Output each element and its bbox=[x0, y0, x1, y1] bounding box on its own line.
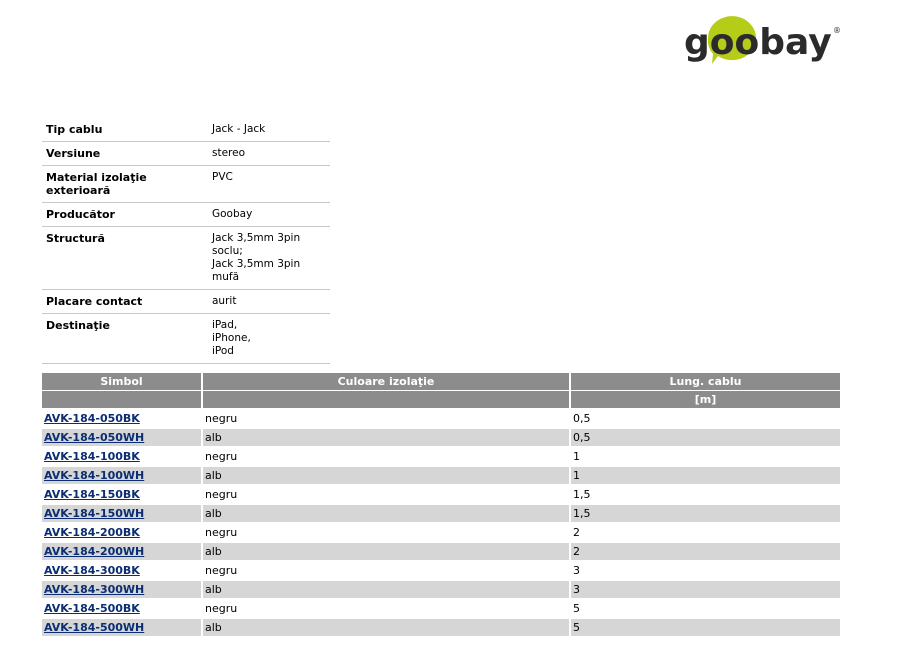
color-cell: alb bbox=[202, 580, 570, 599]
table-row bbox=[42, 523, 840, 542]
table-row bbox=[42, 409, 840, 428]
header-row bbox=[42, 373, 840, 391]
length-cell: 2 bbox=[570, 542, 840, 561]
color-cell: alb bbox=[202, 504, 570, 523]
symbol-cell bbox=[42, 466, 202, 485]
spec-value-line: Jack 3,5mm 3pin mufă bbox=[212, 258, 301, 283]
table-row bbox=[42, 599, 840, 618]
spec-value bbox=[207, 166, 330, 203]
table-row bbox=[42, 485, 840, 504]
symbol-cell bbox=[42, 599, 202, 618]
spec-value-line: Goobay bbox=[212, 208, 253, 220]
symbol-cell bbox=[42, 561, 202, 580]
spec-label: Structură bbox=[42, 227, 207, 290]
length-cell: 0,5 bbox=[570, 428, 840, 447]
table-row bbox=[42, 580, 840, 599]
symbol-cell bbox=[42, 485, 202, 504]
spec-row bbox=[42, 118, 330, 142]
color-cell: negru bbox=[202, 599, 570, 618]
length-cell: 5 bbox=[570, 599, 840, 618]
product-symbol-link[interactable]: AVK-184-100BK bbox=[44, 450, 140, 463]
spec-value bbox=[207, 118, 330, 142]
symbol-cell bbox=[42, 523, 202, 542]
symbol-cell bbox=[42, 447, 202, 466]
length-cell: 3 bbox=[570, 561, 840, 580]
symbol-cell bbox=[42, 409, 202, 428]
spec-value bbox=[207, 314, 330, 364]
product-symbol-link[interactable]: AVK-184-300WH bbox=[44, 583, 145, 596]
product-symbol-link[interactable]: AVK-184-300BK bbox=[44, 564, 140, 577]
units-row bbox=[42, 391, 840, 410]
goobay-logo-graphic bbox=[682, 14, 842, 70]
spec-value-line: PVC bbox=[212, 171, 233, 183]
spec-value bbox=[207, 203, 330, 227]
color-cell: negru bbox=[202, 523, 570, 542]
spec-value-line: stereo bbox=[212, 147, 246, 159]
spec-row bbox=[42, 290, 330, 314]
product-symbol-link[interactable]: AVK-184-150BK bbox=[44, 488, 140, 501]
product-symbol-link[interactable]: AVK-184-200BK bbox=[44, 526, 140, 539]
product-symbol-link[interactable]: AVK-184-500BK bbox=[44, 602, 140, 615]
unit-color bbox=[202, 391, 570, 410]
spec-value-line: Jack - Jack bbox=[212, 123, 266, 135]
symbol-cell bbox=[42, 428, 202, 447]
symbol-cell bbox=[42, 618, 202, 636]
spec-value-line: iPhone, bbox=[212, 332, 251, 344]
header-length: Lung. cablu bbox=[570, 373, 840, 391]
spec-label: Producător bbox=[42, 203, 207, 227]
spec-value-line: iPod bbox=[212, 345, 234, 357]
table-row bbox=[42, 466, 840, 485]
product-symbol-link[interactable]: AVK-184-500WH bbox=[44, 621, 145, 634]
spec-label: Tip cablu bbox=[42, 118, 207, 142]
color-cell: alb bbox=[202, 428, 570, 447]
product-symbol-link[interactable]: AVK-184-200WH bbox=[44, 545, 145, 558]
header-symbol: Simbol bbox=[42, 373, 202, 391]
symbol-cell bbox=[42, 580, 202, 599]
length-cell: 1,5 bbox=[570, 485, 840, 504]
length-cell: 1 bbox=[570, 447, 840, 466]
table-row bbox=[42, 542, 840, 561]
spec-row bbox=[42, 314, 330, 364]
symbol-cell bbox=[42, 542, 202, 561]
product-symbol-link[interactable]: AVK-184-100WH bbox=[44, 469, 145, 482]
length-cell: 5 bbox=[570, 618, 840, 636]
spec-value bbox=[207, 227, 330, 290]
spec-label: Destinaţie bbox=[42, 314, 207, 364]
spec-label: Versiune bbox=[42, 142, 207, 166]
table-row bbox=[42, 618, 840, 636]
product-symbol-link[interactable]: AVK-184-050WH bbox=[44, 431, 145, 444]
spec-value-line: iPad, bbox=[212, 319, 238, 331]
color-cell: alb bbox=[202, 466, 570, 485]
color-cell: negru bbox=[202, 485, 570, 504]
spec-label: Placare contact bbox=[42, 290, 207, 314]
product-table bbox=[42, 373, 840, 636]
length-cell: 1,5 bbox=[570, 504, 840, 523]
length-cell: 0,5 bbox=[570, 409, 840, 428]
spec-row bbox=[42, 166, 330, 203]
table-row bbox=[42, 561, 840, 580]
svg-text:®: ® bbox=[833, 26, 841, 35]
spec-value-line: Jack 3,5mm 3pin soclu; bbox=[212, 232, 301, 257]
color-cell: alb bbox=[202, 618, 570, 636]
header-color: Culoare izolaţie bbox=[202, 373, 570, 391]
spec-label: Material izolaţie exterioară bbox=[42, 166, 207, 203]
length-cell: 2 bbox=[570, 523, 840, 542]
color-cell: alb bbox=[202, 542, 570, 561]
table-row bbox=[42, 447, 840, 466]
table-row bbox=[42, 504, 840, 523]
length-cell: 1 bbox=[570, 466, 840, 485]
goobay-logo bbox=[682, 14, 842, 70]
unit-length: [m] bbox=[570, 391, 840, 410]
color-cell: negru bbox=[202, 409, 570, 428]
spec-value bbox=[207, 290, 330, 314]
color-cell: negru bbox=[202, 561, 570, 580]
product-symbol-link[interactable]: AVK-184-150WH bbox=[44, 507, 145, 520]
table-row bbox=[42, 428, 840, 447]
spec-row bbox=[42, 203, 330, 227]
spec-table bbox=[42, 118, 330, 364]
spec-value bbox=[207, 142, 330, 166]
spec-row bbox=[42, 142, 330, 166]
unit-symbol bbox=[42, 391, 202, 410]
product-symbol-link[interactable]: AVK-184-050BK bbox=[44, 412, 140, 425]
symbol-cell bbox=[42, 504, 202, 523]
spec-row bbox=[42, 227, 330, 290]
color-cell: negru bbox=[202, 447, 570, 466]
logo-text: goobay bbox=[684, 22, 832, 63]
spec-value-line: aurit bbox=[212, 295, 237, 307]
length-cell: 3 bbox=[570, 580, 840, 599]
